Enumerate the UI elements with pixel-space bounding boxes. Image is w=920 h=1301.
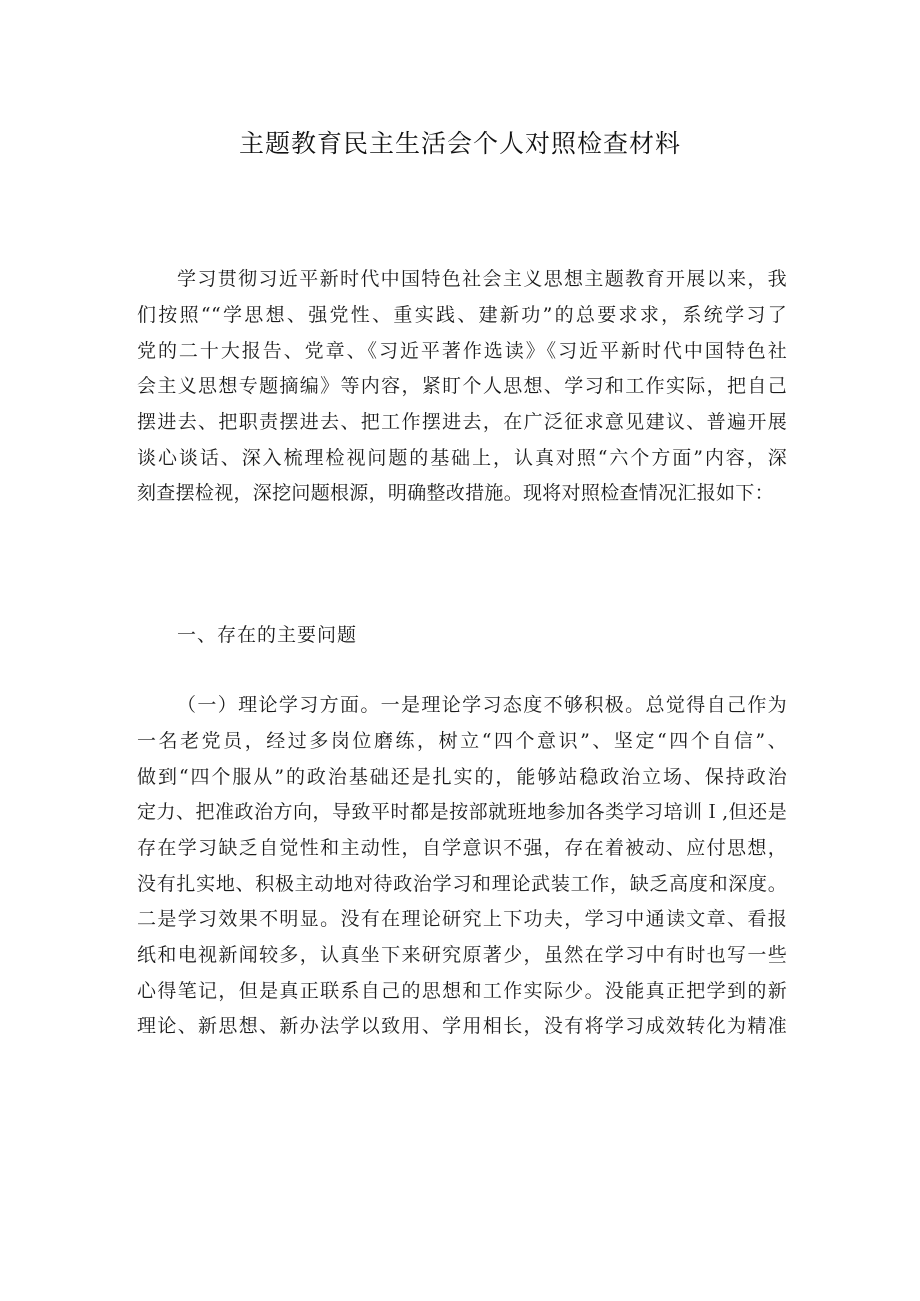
section-line: 定力、把准政治方向，导致平时都是按部就班地参加各类学习培训Ｉ,但还是 [137, 801, 787, 823]
section-line: （一）理论学习方面。一是理论学习态度不够积极。总觉得自己作为 [177, 694, 787, 716]
section-line: 存在学习缺乏自觉性和主动性，自学意识不强，存在着被动、应付思想， [137, 837, 787, 859]
section-heading: 一、存在的主要问题 [177, 624, 358, 646]
intro-line: 摆进去、把职责摆进去、把工作摆进去，在广泛征求意见建议、普遍开展 [137, 411, 787, 433]
intro-line: 会主义思想专题摘编》等内容，紧盯个人思想、学习和工作实际，把自己 [137, 375, 787, 397]
section-line: 心得笔记，但是真正联系自己的思想和工作实际少。没能真正把学到的新 [137, 980, 787, 1002]
document-title: 主题教育民主生活会个人对照检查材料 [238, 129, 681, 158]
section-line: 纸和电视新闻较多，认真坐下来研究原著少，虽然在学习中有时也写一些 [137, 944, 787, 966]
intro-line: 谈心谈话、深入梳理检视问题的基础上，认真对照“六个方面”内容，深 [137, 447, 787, 469]
section-line: 没有扎实地、积极主动地对待政治学习和理论武装工作，缺乏高度和深度。 [137, 873, 787, 895]
section-line: 二是学习效果不明显。没有在理论研究上下功夫，学习中通读文章、看报 [137, 908, 787, 930]
intro-line: 党的二十大报告、党章、《习近平著作选读》《习近平新时代中国特色社 [137, 340, 787, 362]
section-line: 一名老党员，经过多岗位磨练，树立“四个意识”、坚定“四个自信”、 [137, 730, 787, 752]
section-line: 做到“四个服从”的政治基础还是扎实的，能够站稳政治立场、保持政治 [137, 766, 787, 788]
intro-line: 刻查摆检视，深挖问题根源，明确整改措施。现将对照检查情况汇报如下： [137, 482, 774, 504]
intro-line: 学习贯彻习近平新时代中国特色社会主义思想主题教育开展以来，我 [177, 268, 787, 290]
section-line: 理论、新思想、新办法学以致用、学用相长，没有将学习成效转化为精准 [137, 1015, 787, 1037]
intro-line: 们按照““学思想、强党性、重实践、建新功”的总要求求，系统学习了 [137, 304, 787, 326]
